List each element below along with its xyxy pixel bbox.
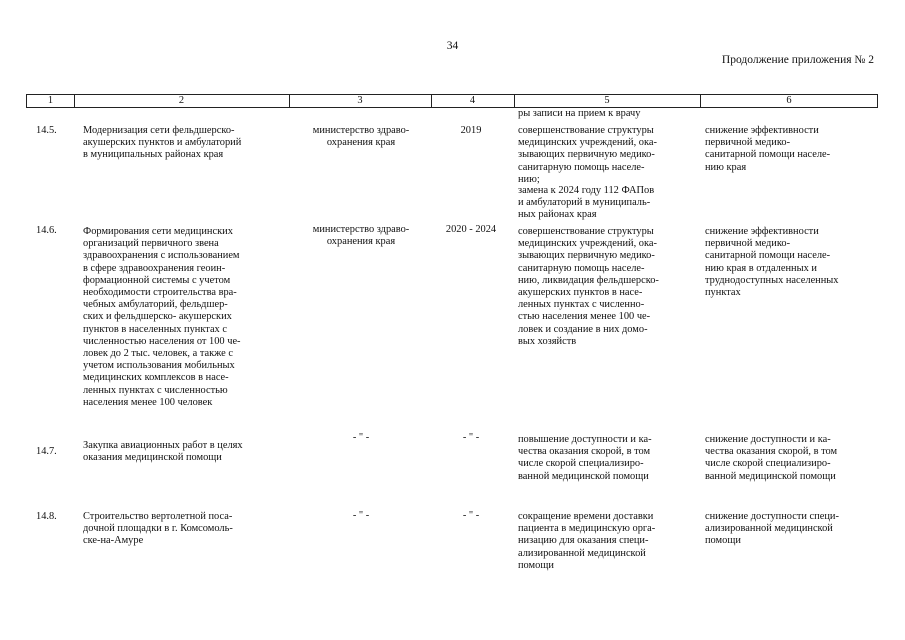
row-measure: Модернизация сети фельдшерско- акушерских пунктов и амбулаторий в муниципальных районах края [83,125,242,161]
row-executor: министерство здраво- охранения края [312,125,410,149]
header-col-1: 1 [47,95,54,106]
row-result: совершенствование структуры медицинских учреждений, ока- зывающих первичную медико- санитарную помощь населе- нию; [518,125,657,185]
row-term: 2019 [460,125,482,136]
row-executor: - " - [352,432,370,443]
row-number: 14.7. [36,446,57,457]
row-measure: Закупка авиационных работ в целях оказания медицинской помощи [83,440,243,464]
row-term: - " - [462,432,480,443]
page-number: 34 [446,40,459,52]
header-col-4: 4 [469,95,476,106]
row-consequence: снижение доступности и ка- чества оказания скорой, в том числе скорой специализиро- ванной медицинской помощи [705,434,838,482]
row-number: 14.6. [36,225,57,236]
header-col-5: 5 [604,95,610,106]
row-term: - " - [462,510,480,521]
row-term: 2020 - 2024 [445,224,497,235]
row-executor: - " - [352,510,370,521]
row-result: повышение доступности и ка- чества оказания скорой, в том числе скорой специализиро- ванной медицинской помощи [518,434,652,482]
table-header [26,94,878,108]
header-col-3: 3 [357,95,363,106]
row-consequence: снижение эффективности первичной медико- санитарной помощи населе- нию края в отдаленных и труднодоступных населенных пунктах [705,226,839,299]
row-measure: Строительство вертолетной поса- дочной площадки в г. Комсомоль- ске-на-Амуре [83,511,233,547]
row-measure: Формирования сети медицинских организаций первичного звена здравоохранения с использованием в сфере здравоохранения геоин- формационной системы с учетом необходимости строительства вра- чебных амбулаторий, фельдшер- ских и фельдшерско- акушерских пунктов в населенных пунктах с численностью населения от 100 че- ловек до 2 тыс. человек, а также с учетом использования мобильных медицинских комплексов в насе- ленных пунктах с численностью населения менее 100 человек [83,226,241,408]
row-consequence: снижение доступности специ- ализированной медицинской помощи [705,511,839,547]
row-consequence: снижение эффективности первичной медико- санитарной помощи населе- нию края [705,125,831,173]
header-col-2: 2 [178,95,185,106]
carryover-text: ры записи на прием к врачу [518,108,641,119]
row-result: совершенствование структуры медицинских учреждений, ока- зывающих первичную медико- санитарную помощь населе- нию, ликвидация фельдшерско- акушерских пунктов в насе- ленных пунктах с численно- стью населения менее 100 че- ловек и создание в них домо- вых хозяйств [518,226,659,347]
row-result: сокращение времени доставки пациента в медицинскую орга- низацию для оказания специ- ализированной медицинской помощи [518,511,656,571]
header-col-6: 6 [786,95,792,106]
row-number: 14.8. [36,511,57,522]
row-result-extra: замена к 2024 году 112 ФАПов и амбулаторий в муниципаль- ных районах края [518,185,655,221]
row-number: 14.5. [36,125,57,136]
continuation-label: Продолжение приложения № 2 [721,54,874,66]
row-executor: министерство здраво- охранения края [312,224,410,248]
